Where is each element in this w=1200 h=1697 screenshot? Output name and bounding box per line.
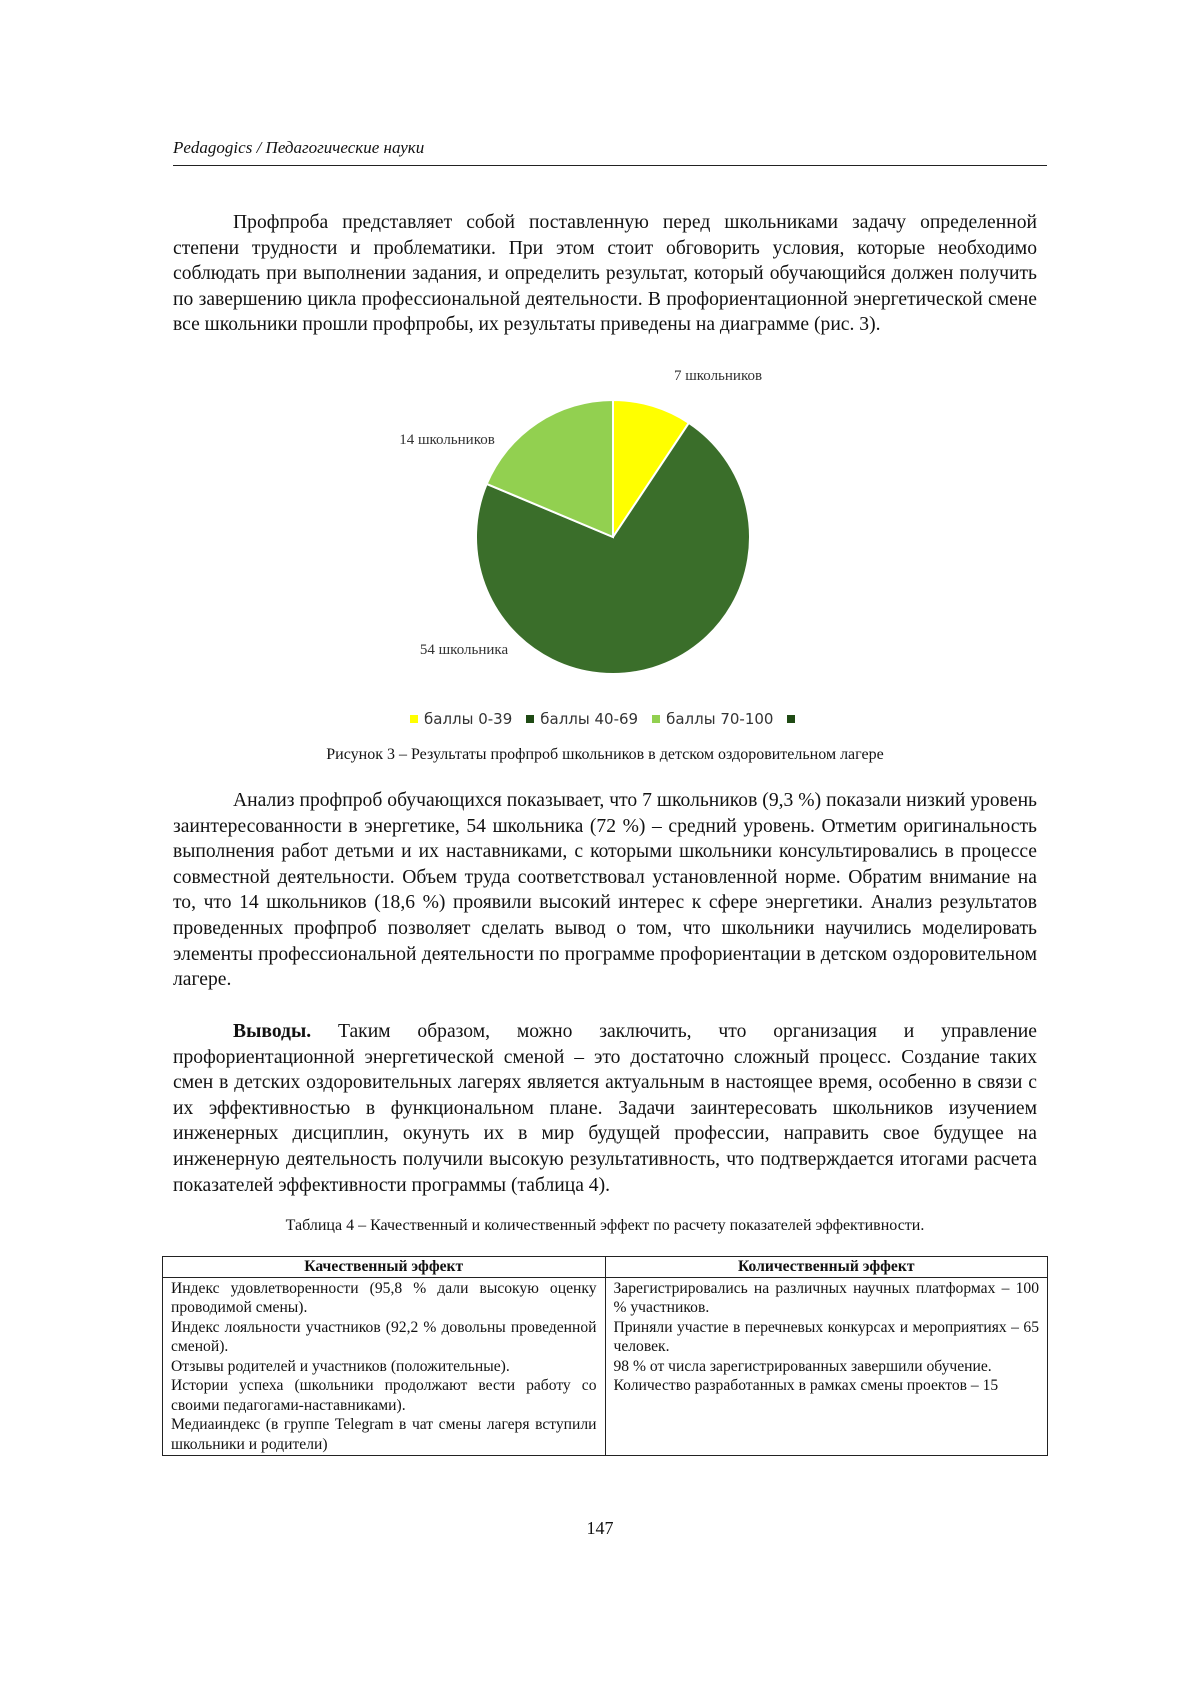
quantitative-item: Зарегистрировались на различных научных платформах – 100 % участников. bbox=[613, 1279, 1039, 1316]
legend-swatch bbox=[526, 715, 534, 723]
paragraph-conclusions bbox=[173, 1019, 1037, 1198]
table-header-qualitative: Качественный эффект bbox=[163, 1257, 606, 1278]
conclusions-text: Таким образом, можно заключить, что организация и управление профориентационной энергетической сменой – это достаточно сложный процесс. Создание таких смен в детских оздоровительных лагерях является актуальным в настоящее время, особенно в связи с их эффективностью в функциональном плане. Задачи заинтересовать школьников изучением инженерных дисциплин, окунуть их в мир будущей профессии, направить свое будущее на инженерную деятельность получили высокую результативность, что подтверждается итогами расчета показателей эффективности программы (таблица 4). bbox=[173, 1021, 1037, 1196]
legend-label: баллы 70-100 bbox=[666, 710, 774, 728]
qualitative-item: Медиаиндекс (в группе Telegram в чат смены лагеря вступили школьники и родители) bbox=[171, 1416, 597, 1453]
effects-table bbox=[162, 1256, 1048, 1456]
legend-label: баллы 40-69 bbox=[540, 710, 639, 728]
legend-entry bbox=[787, 715, 801, 723]
quantitative-item: 98 % от числа зарегистрированных завершили обучение. bbox=[613, 1357, 992, 1375]
quantitative-cell bbox=[605, 1277, 1048, 1456]
pie-data-label: 54 школьника bbox=[419, 642, 509, 658]
paragraph-analysis: Анализ профпроб обучающихся показывает, что 7 школьников (9,3 %) показали низкий уровень заинтересованности в энергетике, 54 школьника (72 %) – средний уровень. Отметим оригинальность выполнения работ детьми и их наставниками, с которыми школьники консультировались в процессе совместной деятельности. Объем труда соответствовал установленной норме. Обратим внимание на то, что 14 школьников (18,6 %) проявили высокий интерес к сфере энергетики. Анализ результатов проведенных профпроб позволяет сделать вывод о том, что школьники научились моделировать элементы профессиональной деятельности по программе профориентации в детском оздоровительном лагере. bbox=[173, 790, 1037, 991]
legend-entry bbox=[652, 710, 773, 728]
header-rule bbox=[173, 165, 1047, 166]
legend-entry bbox=[526, 710, 638, 728]
table-header-quantitative: Количественный эффект bbox=[605, 1257, 1048, 1278]
legend-entry bbox=[410, 710, 512, 728]
quantitative-item: Количество разработанных в рамках смены проектов – 15 bbox=[613, 1377, 999, 1394]
legend-swatch bbox=[652, 715, 660, 723]
page-number: 147 bbox=[586, 1518, 614, 1538]
legend-swatch bbox=[410, 715, 418, 723]
pie-data-label: 7 школьников bbox=[673, 368, 763, 384]
pie-data-label: 14 школьников bbox=[399, 432, 495, 448]
qualitative-item: Индекс лояльности участников (92,2 % довольны проведенной сменой). bbox=[171, 1318, 597, 1355]
table-caption: Таблица 4 – Качественный и количественный эффект по расчету показателей эффективности. bbox=[285, 1217, 925, 1234]
quantitative-item: Приняли участие в перечневых конкурсах и мероприятиях – 65 человек. bbox=[613, 1318, 1039, 1355]
qualitative-item: Индекс удовлетворенности (95,8 % дали высокую оценку проводимой смены). bbox=[171, 1279, 597, 1316]
chart-legend bbox=[410, 710, 815, 728]
conclusions-lead: Выводы. bbox=[233, 1021, 312, 1042]
qualitative-cell bbox=[163, 1277, 606, 1456]
running-header: Pedagogics / Педагогические науки bbox=[173, 138, 425, 157]
figure-caption: Рисунок 3 – Результаты профпроб школьников в детском оздоровительном лагере bbox=[326, 746, 884, 763]
legend-label: баллы 0-39 bbox=[424, 710, 513, 728]
paragraph-intro: Профпроба представляет собой поставленную перед школьниками задачу определенной степени трудности и проблематики. При этом стоит обговорить условия, которые необходимо соблюдать при выполнении задания, и определить результат, который обучающийся должен получить по завершению цикла профессиональной деятельности. В профориентационной энергетической смене все школьники прошли профпробы, их результаты приведены на диаграмме (рис. 3). bbox=[173, 212, 1037, 336]
qualitative-item: Отзывы родителей и участников (положительные). bbox=[171, 1357, 510, 1375]
pie-chart bbox=[0, 368, 1200, 740]
qualitative-item: Истории успеха (школьники продолжают вести работу со своими педагогами-наставниками). bbox=[171, 1377, 597, 1414]
legend-swatch bbox=[787, 715, 795, 723]
